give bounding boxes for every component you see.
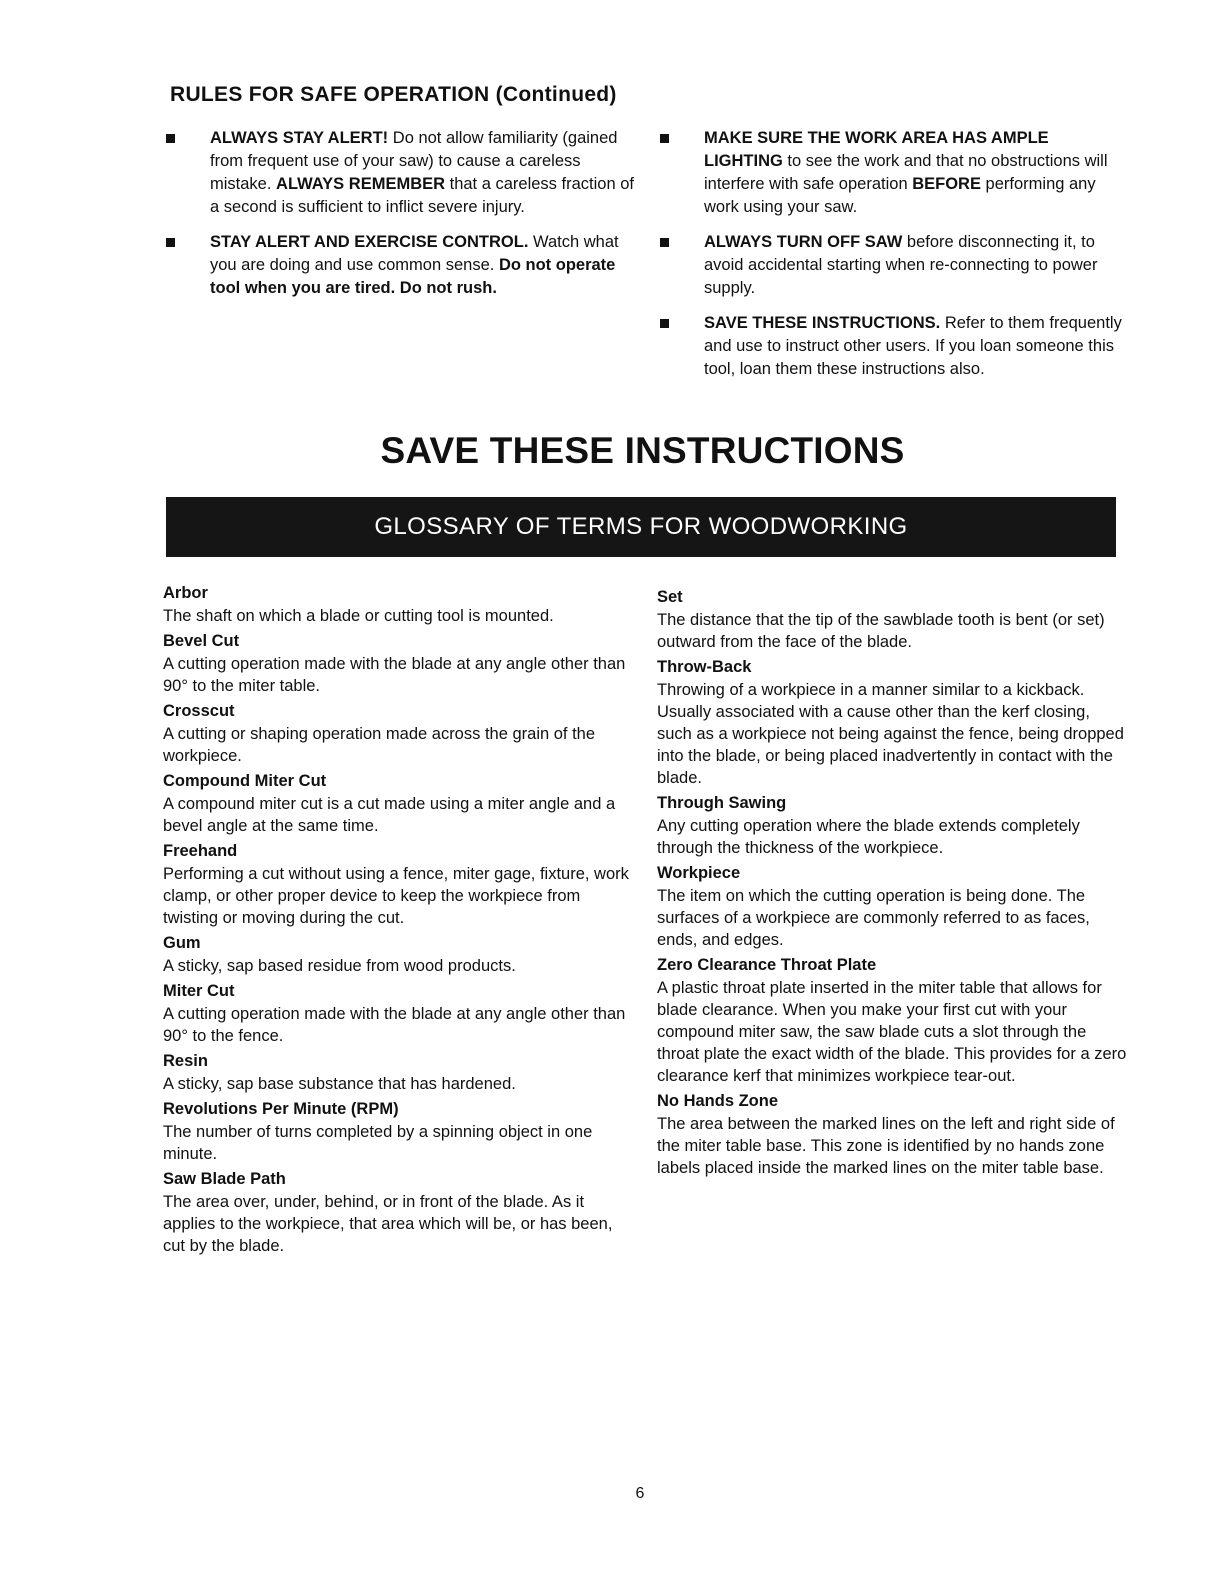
save-instructions-title: SAVE THESE INSTRUCTIONS	[380, 430, 905, 471]
bullet-icon	[660, 134, 669, 143]
page-heading: RULES FOR SAFE OPERATION (Continued)	[170, 83, 617, 106]
glossary-definition: The distance that the tip of the sawblade tooth is bent (or set) outward from the face of the blade.	[657, 611, 1105, 651]
glossary-term: Gum	[163, 934, 201, 952]
rule-text: before disconnecting it, to avoid accidental starting when re-connecting to power supply.	[704, 233, 1098, 297]
glossary-definition: Throwing of a workpiece in a manner similar to a kickback. Usually associated with a cause other than the kerf closing, such as a workpiece not being against the fence, being dropped into the blade, or being placed inadvertently in contact with the blade.	[657, 681, 1124, 787]
glossary-term: Zero Clearance Throat Plate	[657, 956, 877, 974]
bullet-icon	[660, 238, 669, 247]
page-number: 6	[635, 1485, 645, 1502]
glossary-definition: The area between the marked lines on the left and right side of the miter table base. This zone is identified by no hands zone labels placed inside the marked lines on the miter table base.	[657, 1115, 1115, 1177]
glossary-definition: Any cutting operation where the blade extends completely through the thickness of the workpiece.	[657, 817, 1080, 857]
rule-item	[660, 312, 1130, 381]
glossary-right-column	[657, 587, 1127, 1183]
bullet-icon	[660, 319, 669, 328]
glossary-term: Set	[657, 588, 683, 606]
glossary-term: Arbor	[163, 584, 208, 602]
glossary-definition: A plastic throat plate inserted in the miter table that allows for blade clearance. When you make your first cut with your compound miter saw, the saw blade cuts a slot through the throat plate the exact width of the blade. This provides for a zero clearance kerf that minimizes workpiece tear-out.	[657, 979, 1127, 1085]
glossary-term: Saw Blade Path	[163, 1170, 286, 1188]
glossary-definition: A compound miter cut is a cut made using a miter angle and a bevel angle at the same time.	[163, 795, 616, 835]
rule-item	[166, 231, 636, 300]
rule-bold: ALWAYS TURN OFF SAW	[704, 233, 903, 251]
rule-text: Do not allow familiarity (gained from frequent use of your saw) to cause a careless mistake.	[210, 129, 618, 193]
glossary-term: Freehand	[163, 842, 238, 860]
glossary-term: Miter Cut	[163, 982, 235, 1000]
bullet-icon	[166, 134, 175, 143]
glossary-banner	[166, 497, 1116, 557]
glossary-definition: The shaft on which a blade or cutting tool is mounted.	[163, 607, 554, 625]
rule-text: Refer to them frequently and use to instruct other users. If you loan someone this tool, loan them these instructions also.	[704, 314, 1122, 378]
glossary-term: Compound Miter Cut	[163, 772, 327, 790]
rule-text-2: performing any work using your saw.	[704, 175, 1096, 216]
rule-item	[660, 231, 1130, 300]
rule-bold: MAKE SURE THE WORK AREA HAS AMPLE LIGHTING	[704, 129, 1049, 170]
rule-item	[660, 127, 1130, 219]
glossary-definition: The item on which the cutting operation is being done. The surfaces of a workpiece are commonly referred to as faces, ends, and edges.	[657, 887, 1090, 949]
glossary-term: Workpiece	[657, 864, 741, 882]
glossary-term: Bevel Cut	[163, 632, 240, 650]
rule-bold: ALWAYS STAY ALERT!	[210, 129, 389, 147]
glossary-definition: The area over, under, behind, or in front of the blade. As it applies to the workpiece, that area which will be, or has been, cut by the blade.	[163, 1193, 613, 1255]
glossary-definition: Performing a cut without using a fence, miter gage, fixture, work clamp, or other proper device to keep the workpiece from twisting or moving during the cut.	[163, 865, 629, 927]
rule-item	[166, 127, 636, 219]
rule-bold-2: ALWAYS REMEMBER	[276, 175, 446, 193]
glossary-definition: A sticky, sap based residue from wood products.	[163, 957, 516, 975]
rules-right-column	[660, 127, 1130, 393]
rule-text: Watch what you are doing and use common sense.	[210, 233, 619, 274]
glossary-definition: A sticky, sap base substance that has hardened.	[163, 1075, 516, 1093]
glossary-definition: A cutting operation made with the blade at any angle other than 90° to the fence.	[163, 1005, 626, 1045]
rule-bold: STAY ALERT AND EXERCISE CONTROL.	[210, 233, 529, 251]
glossary-term: Crosscut	[163, 702, 235, 720]
glossary-term: Throw-Back	[657, 658, 752, 676]
bullet-icon	[166, 238, 175, 247]
glossary-definition: A cutting operation made with the blade at any angle other than 90° to the miter table.	[163, 655, 626, 695]
glossary-term: No Hands Zone	[657, 1092, 779, 1110]
glossary-term: Resin	[163, 1052, 208, 1070]
rule-bold-2: Do not operate tool when you are tired. Do not rush.	[210, 256, 616, 297]
glossary-definition: The number of turns completed by a spinning object in one minute.	[163, 1123, 593, 1163]
rules-left-column	[166, 127, 636, 312]
glossary-term: Through Sawing	[657, 794, 787, 812]
glossary-term: Revolutions Per Minute (RPM)	[163, 1100, 399, 1118]
glossary-title: GLOSSARY OF TERMS FOR WOODWORKING	[374, 513, 908, 540]
rule-text-2: that a careless fraction of a second is sufficient to inflict severe injury.	[210, 175, 634, 216]
rule-bold-2: BEFORE	[912, 175, 981, 193]
glossary-definition: A cutting or shaping operation made across the grain of the workpiece.	[163, 725, 596, 765]
rule-bold: SAVE THESE INSTRUCTIONS.	[704, 314, 941, 332]
rule-text: to see the work and that no obstructions will interfere with safe operation	[704, 152, 1108, 193]
glossary-left-column	[163, 583, 633, 1261]
